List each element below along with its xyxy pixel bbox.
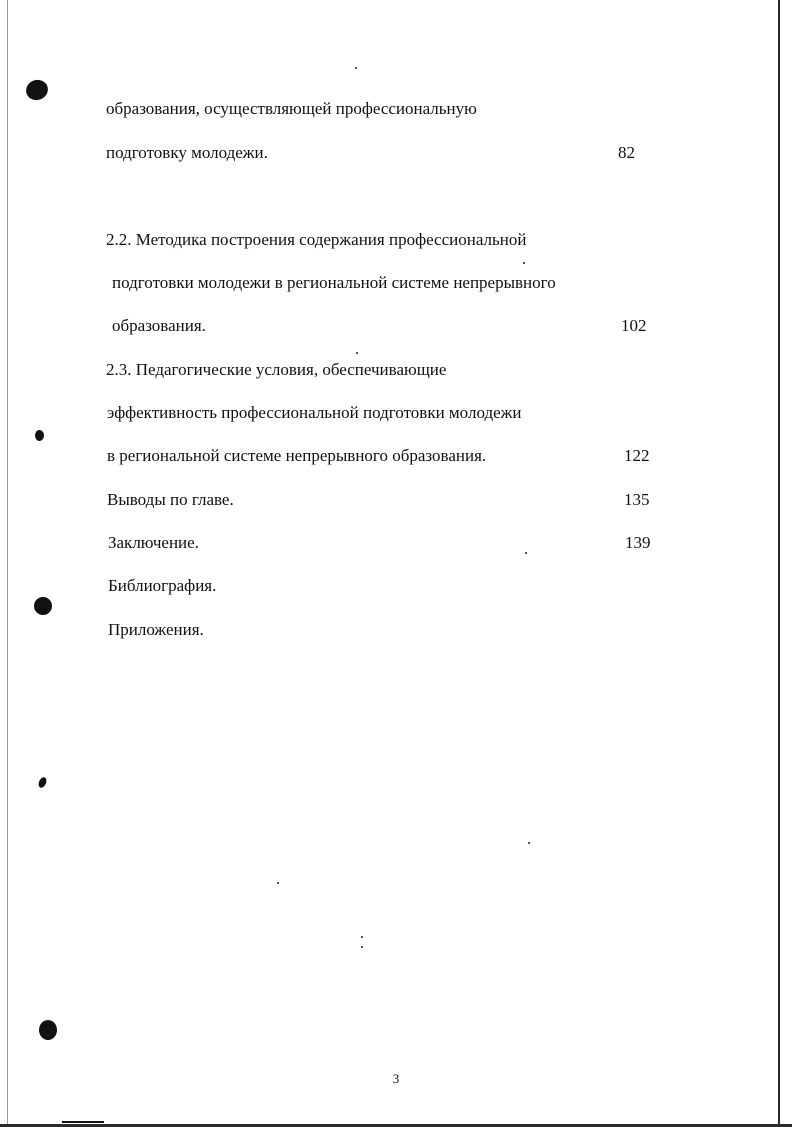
- toc-page-number: 135: [624, 490, 650, 509]
- scan-speck: [355, 67, 357, 69]
- binding-hole-1: [23, 77, 51, 103]
- binding-hole-3: [34, 597, 52, 615]
- toc-entry-text: образования.: [112, 316, 206, 335]
- scan-speck: [523, 262, 525, 264]
- toc-page-number: 139: [625, 533, 651, 552]
- toc-entry-text: Выводы по главе.: [107, 490, 234, 509]
- toc-entry-text: подготовки молодежи в региональной системе непрерывного: [112, 273, 556, 292]
- toc-entry-text: 2.3. Педагогические условия, обеспечивающие: [106, 360, 447, 379]
- scan-speck: [356, 352, 358, 354]
- scan-bottom-mark: [62, 1121, 104, 1123]
- scan-speck: [361, 946, 363, 948]
- scan-speck: [525, 552, 527, 554]
- toc-page-number: 82: [618, 143, 635, 162]
- toc-entry-text: 2.2. Методика построения содержания профессиональной: [106, 230, 527, 249]
- toc-entry-text: Приложения.: [108, 620, 204, 639]
- toc-page-number: 122: [624, 446, 650, 465]
- scan-speck: [361, 936, 363, 938]
- toc-entry-text: образования, осуществляющей профессиональную: [106, 99, 477, 118]
- toc-entry-text: Библиография.: [108, 576, 217, 595]
- page-number: 3: [392, 1071, 400, 1086]
- binding-hole-5: [39, 1020, 57, 1040]
- binding-hole-2: [35, 430, 44, 441]
- toc-entry-text: Заключение.: [108, 533, 199, 552]
- scan-left-edge: [7, 0, 8, 1127]
- scan-speck: [277, 882, 279, 884]
- scan-right-edge: [778, 0, 780, 1127]
- toc-entry-text: в региональной системе непрерывного образования.: [107, 446, 487, 465]
- toc-entry-text: подготовку молодежи.: [106, 143, 268, 162]
- toc-entry-text: эффективность профессиональной подготовки молодежи: [107, 403, 522, 422]
- binding-hole-4: [37, 776, 48, 789]
- toc-page-number: 102: [621, 316, 647, 335]
- scan-speck: [528, 842, 530, 844]
